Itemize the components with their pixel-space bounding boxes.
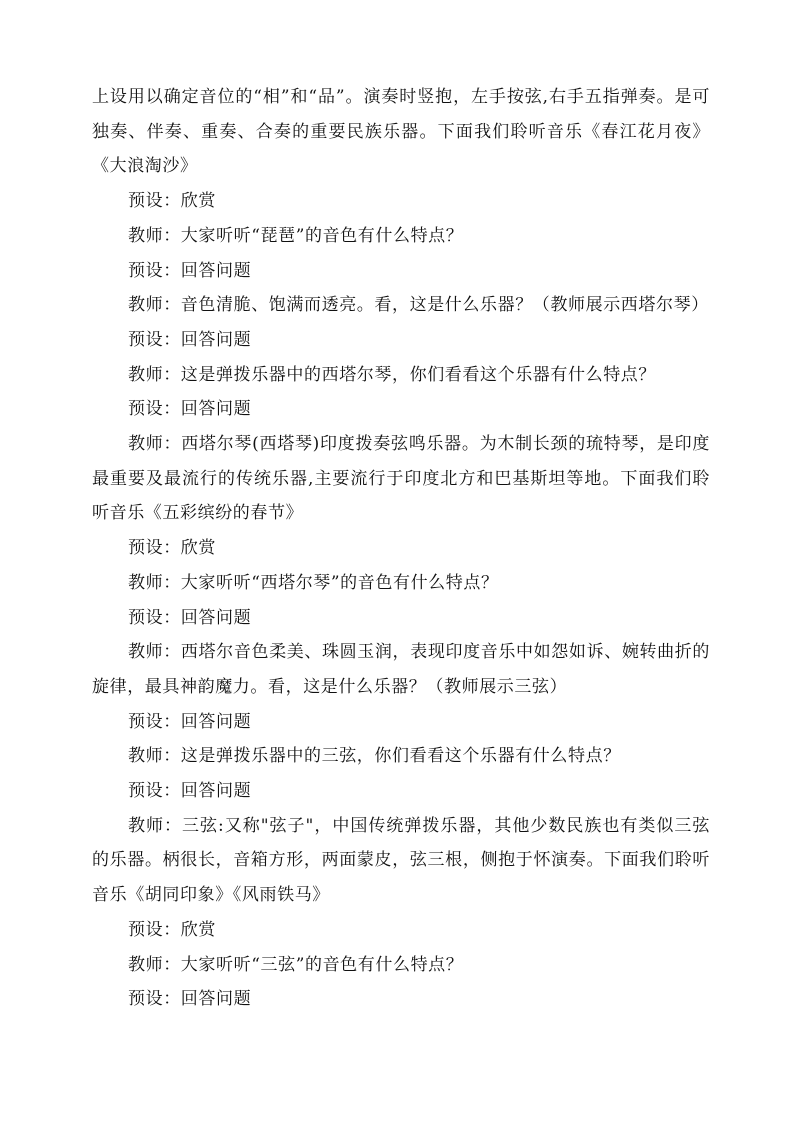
paragraph-preset: 预设：回答问题 (128, 781, 252, 802)
paragraph-teacher: 教师：这是弹拨乐器中的三弦，你们看看这个乐器有什么特点？ (128, 746, 621, 767)
document-page (92, 80, 710, 1017)
paragraph-preset: 预设：欣赏 (128, 191, 216, 212)
paragraph-preset: 预设：欣赏 (128, 538, 216, 559)
paragraph-teacher: 教师：西塔尔音色柔美、珠圆玉润，表现印度音乐中如怨如诉、婉转曲折的旋律，最具神韵魔力。看，这是什么乐器？（教师展示三弦） (92, 642, 710, 697)
paragraph-preset: 预设：欣赏 (128, 919, 216, 940)
paragraph-preset: 预设：回答问题 (128, 607, 252, 628)
paragraph-teacher: 教师：大家听听“琵琶”的音色有什么特点？ (128, 225, 464, 246)
paragraph-teacher: 教师：西塔尔琴(西塔琴)印度拨奏弦鸣乐器。为木制长颈的琉特琴，是印度最重要及最流行的传统乐器,主要流行于印度北方和巴基斯坦等地。下面我们聆听音乐《五彩缤纷的春节》 (92, 434, 710, 524)
paragraph-preset: 预设：回答问题 (128, 329, 252, 350)
paragraph-teacher: 教师：这是弹拨乐器中的西塔尔琴，你们看看这个乐器有什么特点？ (128, 364, 656, 385)
paragraph-teacher: 教师：大家听听“西塔尔琴”的音色有什么特点？ (128, 572, 499, 593)
paragraph-preset: 预设：回答问题 (128, 260, 252, 281)
paragraph-continuation: 上设用以确定音位的“相”和“品”。演奏时竖抱，左手按弦,右手五指弹奏。是可独奏、伴奏、重奏、合奏的重要民族乐器。下面我们聆听音乐《春江花月夜》《大浪淘沙》 (92, 87, 710, 177)
paragraph-preset: 预设：回答问题 (128, 711, 252, 732)
paragraph-teacher: 教师：音色清脆、饱满而透亮。看，这是什么乐器？（教师展示西塔尔琴） (128, 295, 709, 316)
paragraph-preset: 预设：回答问题 (128, 989, 252, 1010)
paragraph-preset: 预设：回答问题 (128, 399, 252, 420)
paragraph-teacher: 教师：大家听听“三弦”的音色有什么特点？ (128, 954, 464, 975)
paragraph-teacher: 教师：三弦:又称"弦子"，中国传统弹拨乐器，其他少数民族也有类似三弦的乐器。柄很长，音箱方形，两面蒙皮，弦三根，侧抱于怀演奏。下面我们聆听音乐《胡同印象》《风雨铁马》 (92, 815, 710, 906)
